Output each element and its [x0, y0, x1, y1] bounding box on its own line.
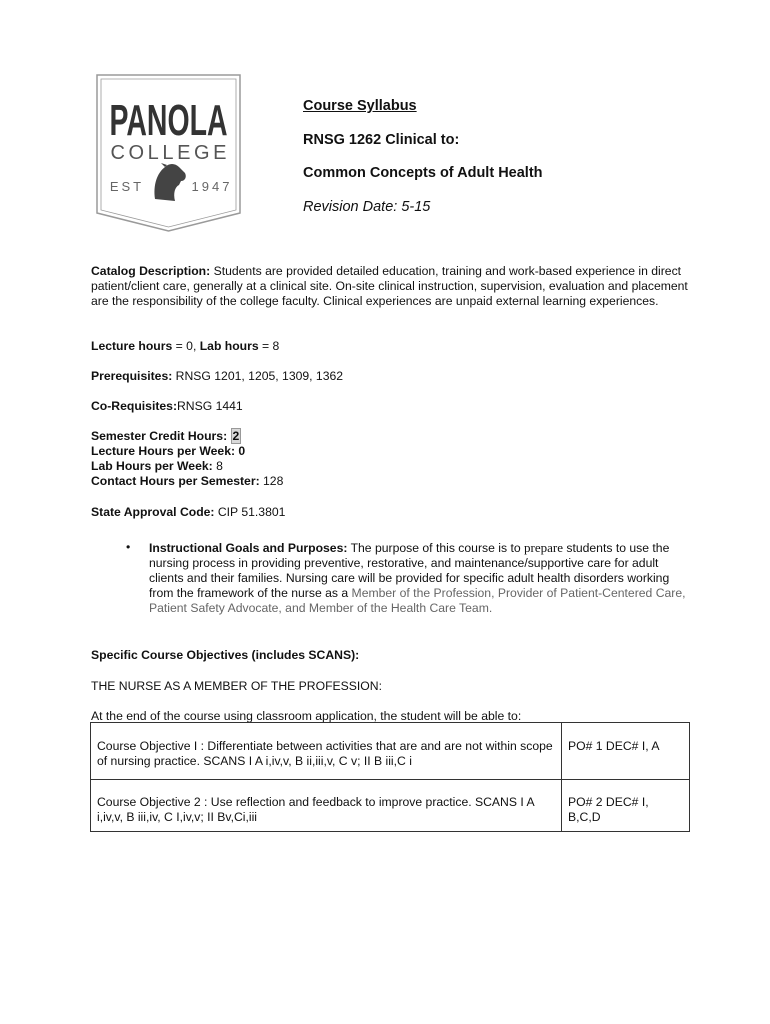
- logo-subtitle: COLLEGE: [110, 142, 227, 164]
- logo-est: EST: [109, 179, 145, 194]
- lab-per-week-label: Lab Hours per Week:: [91, 459, 213, 473]
- role-heading: THE NURSE AS A MEMBER OF THE PROFESSION:: [91, 679, 382, 693]
- po-cell: PO# 1 DEC# I, A: [562, 723, 690, 780]
- revision-date: Revision Date: 5-15: [303, 199, 431, 215]
- objectives-intro: At the end of the course using classroom application, the student will be able to:: [91, 709, 522, 723]
- objective-cell: Course Objective I : Differentiate between activities that are and are not within scope of nursing practice. SCANS I A i,iv,v, B ii,iii,v, C v; II B iii,C i: [91, 723, 562, 780]
- logo-year: 1947: [191, 179, 233, 194]
- lecture-hours-value: = 0,: [172, 339, 200, 353]
- contact-hours-line: [91, 339, 279, 354]
- credit-hours-block: [91, 429, 283, 489]
- objectives-heading: [91, 648, 359, 663]
- corequisites: [91, 399, 243, 414]
- prereq-value: RNSG 1201, 1205, 1309, 1362: [172, 369, 344, 383]
- coreq-value: RNSG 1441: [177, 399, 243, 413]
- lecture-hours-label: Lecture hours: [91, 339, 173, 353]
- goals-text-3: students to use the nursing process in providing preventive, restorative, and maintenance/supportive care for adult clients and their families. Nursing care will be provided for specific adult health disorders working from the framework of the nurse as a: [149, 541, 670, 600]
- table-row: [91, 780, 690, 832]
- goals-label: Instructional Goals and Purposes:: [149, 541, 348, 555]
- objectives-heading-text: Specific Course Objectives (includes SCANS):: [91, 648, 360, 662]
- catalog-text: Students are provided detailed education, training and work-based experience in direct patient/client care, generally at a clinical site. On-site clinical instruction, supervision, evaluation and placement are the responsibility of the college faculty. Clinical experiences are unpaid external learning experiences.: [91, 264, 688, 308]
- lab-per-week-value: 8: [212, 459, 223, 473]
- state-approval-label: State Approval Code:: [91, 505, 215, 519]
- logo-name: PANOLA: [109, 96, 228, 145]
- lecture-per-week: Lecture Hours per Week: 0: [91, 444, 246, 458]
- catalog-label: Catalog Description:: [91, 264, 211, 278]
- prereq-label: Prerequisites:: [91, 369, 173, 383]
- syllabus-title: Course Syllabus: [303, 98, 417, 114]
- contact-hours-label: Contact Hours per Semester:: [91, 474, 260, 488]
- semester-credit-value[interactable]: 2: [232, 429, 240, 443]
- catalog-description: [91, 264, 691, 309]
- panola-college-logo: [95, 73, 242, 233]
- po-cell: PO# 2 DEC# I, B,C,D: [562, 780, 690, 832]
- objectives-table: [90, 722, 690, 832]
- goals-text-4: Member of the Profession, Provider of Patient-Centered Care, Patient Safety Advocate, and Member of the Health Care Team.: [149, 586, 686, 615]
- semester-credit-label: Semester Credit Hours:: [91, 429, 231, 443]
- table-row: [91, 723, 690, 780]
- instructional-goals: [126, 540, 686, 616]
- bullet-icon: •: [126, 540, 131, 554]
- goals-text-2: prepare: [524, 540, 563, 555]
- state-approval-value: CIP 51.3801: [214, 505, 286, 519]
- coreq-label: Co-Requisites:: [91, 399, 177, 413]
- lab-hours-label: Lab hours: [199, 339, 259, 353]
- lab-hours-value: = 8: [258, 339, 280, 353]
- course-name: Common Concepts of Adult Health: [303, 165, 543, 181]
- prerequisites: [91, 369, 343, 384]
- state-approval: [91, 505, 285, 520]
- contact-hours-value: 128: [259, 474, 284, 488]
- course-code: RNSG 1262 Clinical to:: [303, 132, 460, 148]
- objective-cell: Course Objective 2 : Use reflection and feedback to improve practice. SCANS I A i,iv,v, B iii,iv, C I,iv,v; II Bv,Ci,iii: [91, 780, 562, 832]
- goals-text-1: The purpose of this course is to: [347, 541, 525, 555]
